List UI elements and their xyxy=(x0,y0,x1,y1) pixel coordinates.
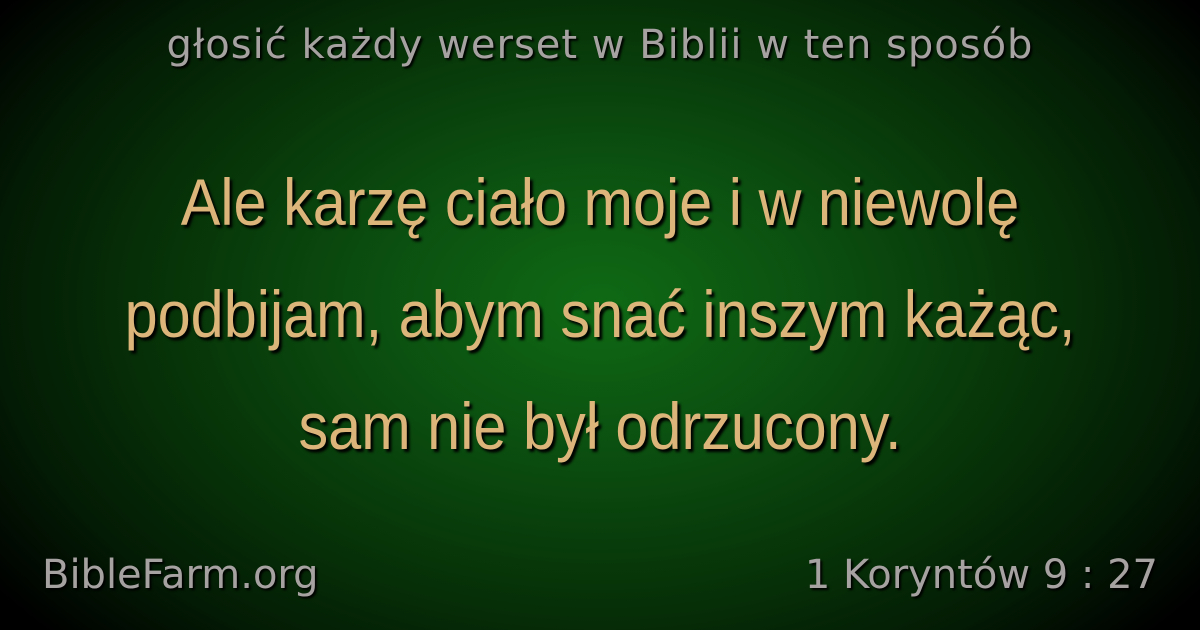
tagline: głosić każdy werset w Biblii w ten sposób xyxy=(166,22,1034,68)
verse-text: Ale karzę ciało moje i w niewolę podbijam, abym snać inszym każąc, sam nie był odrzucony. xyxy=(124,165,1076,463)
verse-reference: 1 Koryntów 9 : 27 xyxy=(804,552,1158,598)
site-name: BibleFarm.org xyxy=(42,552,319,598)
